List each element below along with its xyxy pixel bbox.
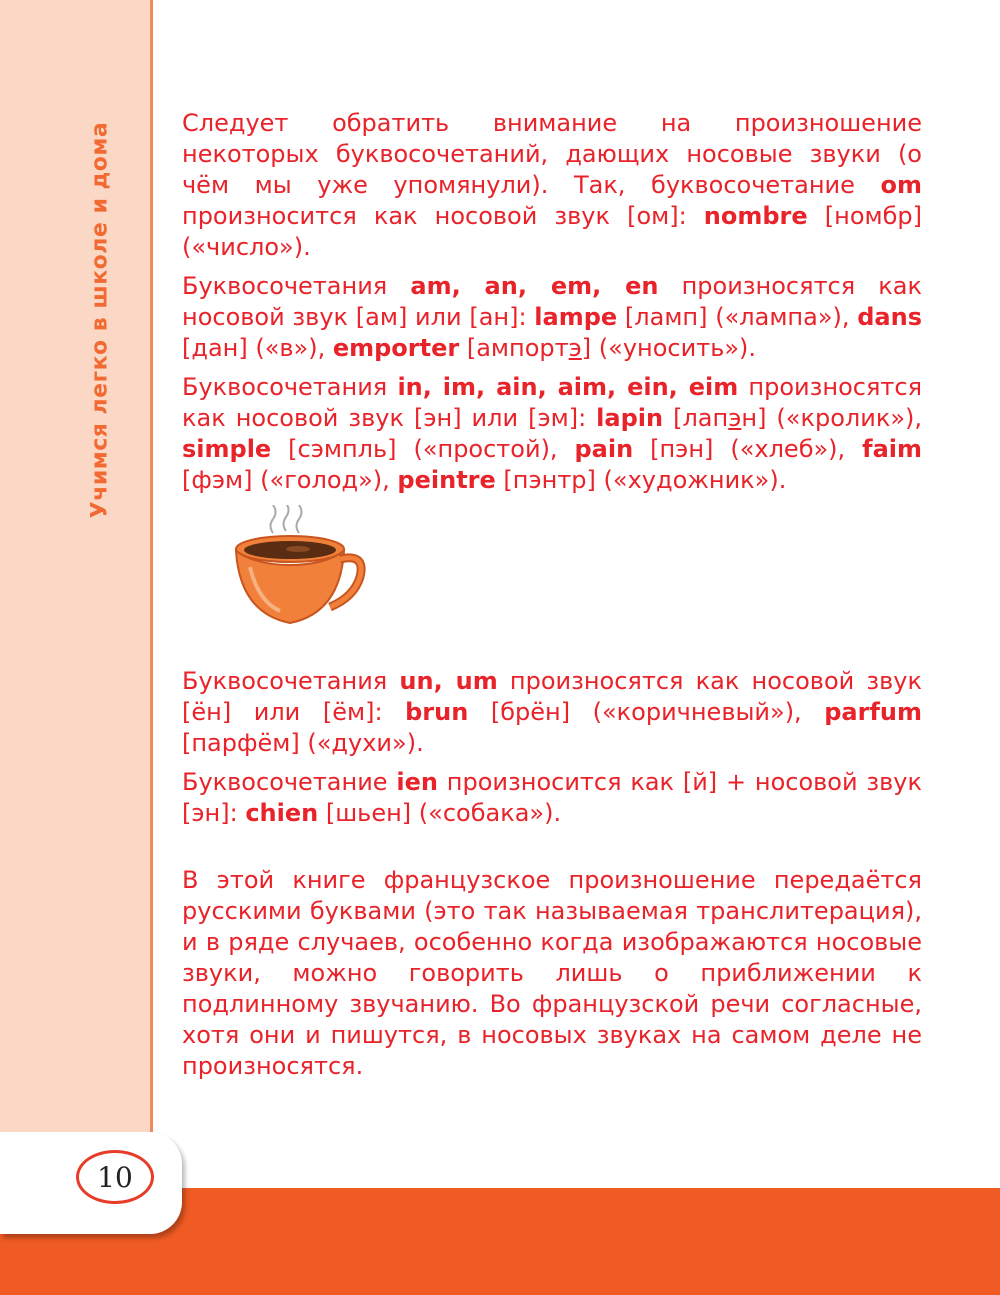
term: dans <box>857 303 922 331</box>
text: Буквосочетания <box>182 667 400 695</box>
underlined-letter: э <box>568 334 582 362</box>
term: pain <box>574 435 634 463</box>
sidebar <box>0 0 150 1190</box>
term: om <box>880 171 922 199</box>
paragraph-om <box>182 108 922 263</box>
term: un, um <box>399 667 498 695</box>
term: brun <box>405 698 469 726</box>
term: parfum <box>824 698 922 726</box>
underlined-letter: э <box>728 404 742 432</box>
text: Буквосочетания <box>182 373 398 401</box>
term: in, im, ain, aim, ein, eim <box>397 373 739 401</box>
term: faim <box>862 435 922 463</box>
paragraph-ien <box>182 767 922 829</box>
text: [брён] («коричневый»), <box>468 698 825 726</box>
paragraph-am-an <box>182 271 922 364</box>
term: ien <box>396 768 438 796</box>
text: Следует обратить внимание на произношение некоторых буквосочетаний, дающих носовые звуки (о чём мы уже упомянули). Так, буквосочетание <box>182 109 922 199</box>
text: н] («кролик»), <box>741 404 922 432</box>
paragraph-transliteration: В этой книге французское произношение передаётся русскими буквами (это так называемая транслитерация), и в ряде случаев, особенно когда изображаются носовые звуки, можно говорить лишь о приближении к подлинному звучанию. Во французской речи согласные, хотя они и пишутся, в носовых звуках на самом деле не произносятся. <box>182 866 922 1080</box>
text: [шьен] («собака»). <box>318 799 562 827</box>
page-number: 10 <box>76 1150 154 1204</box>
text: [пэн] («хлеб»), <box>633 435 863 463</box>
text: Буквосочетание <box>182 768 397 796</box>
sidebar-divider <box>150 0 153 1150</box>
text: [фэм] («голод»), <box>182 466 398 494</box>
term: am, an, em, en <box>410 272 659 300</box>
text: [пэнтр] («художник»). <box>495 466 787 494</box>
text: [ламп] («лампа»), <box>617 303 858 331</box>
sidebar-title: Учимся легко в школе и дома <box>87 121 113 519</box>
text: произносится как [й] + носовой звук [эн]: <box>182 768 922 827</box>
term: chien <box>245 799 319 827</box>
paragraph-in-im <box>182 372 922 496</box>
text: произносится как носовой звук [ом]: <box>182 202 704 230</box>
text: произносятся как носовой звук [ён] или [ём]: <box>182 667 923 726</box>
text: произносятся как носовой звук [эн] или [эм]: <box>182 373 923 432</box>
coffee-cup-icon <box>228 505 368 635</box>
term: lampe <box>534 303 618 331</box>
text: произносятся как носовой звук [ам] или [ан]: <box>182 272 923 331</box>
text: [номбр] («число»). <box>182 202 923 261</box>
section-spacer <box>182 837 922 865</box>
paragraph-un-um <box>182 666 922 759</box>
term: simple <box>182 435 272 463</box>
text: [парфём] («духи»). <box>182 729 424 757</box>
text: [лап <box>663 404 729 432</box>
term: lapin <box>596 404 664 432</box>
term: emporter <box>332 334 460 362</box>
text: [сэмпль] («простой), <box>271 435 575 463</box>
text: [ампорт <box>459 334 569 362</box>
text: ] («уносить»). <box>581 334 757 362</box>
text: [дан] («в»), <box>182 334 333 362</box>
term: peintre <box>397 466 496 494</box>
text: Буквосочетания <box>182 272 411 300</box>
term: nombre <box>703 202 808 230</box>
